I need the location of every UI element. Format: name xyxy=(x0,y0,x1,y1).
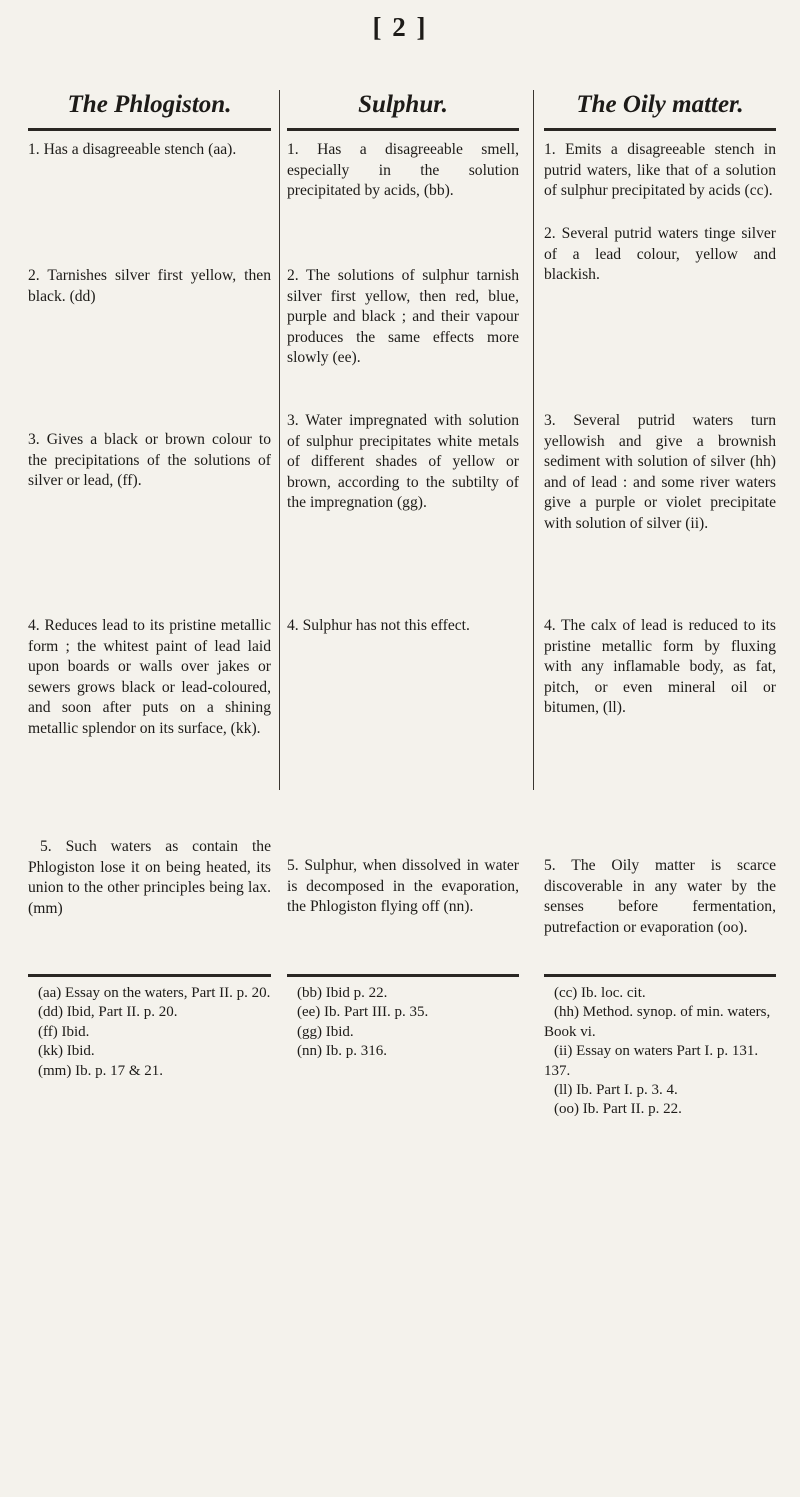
item-5: 5. The Oily matter is scarce discoverable in any water by the senses before fermentation, putrefaction or evaporation (oo). xyxy=(544,857,776,936)
footnote: (dd) Ibid, Part II. p. 20. xyxy=(38,1004,178,1021)
footnote: (ii) Essay on waters Part I. p. 131. 137. xyxy=(544,1043,759,1079)
footnote: (ee) Ib. Part III. p. 35. xyxy=(297,1004,429,1021)
footnote: (nn) Ib. p. 316. xyxy=(297,1043,387,1060)
footnote: (ff) Ibid. xyxy=(38,1023,90,1040)
item-4: 4. The calx of lead is reduced to its pristine metallic form by fluxing with any inflamable body, as fat, pitch, or even mineral oil or bitumen, (ll). xyxy=(544,617,776,717)
footnote-rule xyxy=(28,974,271,977)
column-heading: Sulphur. xyxy=(358,91,448,118)
column-divider xyxy=(533,90,534,790)
footnote: (bb) Ibid p. 22. xyxy=(297,985,388,1001)
footnote-rule xyxy=(544,974,776,977)
item-4: 4. Reduces lead to its pristine metallic form ; the whitest paint of lead laid upon boards or walls over jakes or sewers grows black or lead-coloured, and soon after puts on a shining metallic splendor on its surface, (kk). xyxy=(28,617,271,737)
heading-rule xyxy=(287,128,519,131)
column-heading: The Oily matter. xyxy=(576,91,744,118)
page-number: [ 2 ] xyxy=(372,12,428,42)
item-3: 3. Gives a black or brown colour to the precipitations of the solutions of silver or lead, (ff). xyxy=(28,431,271,490)
column-heading: The Phlogiston. xyxy=(67,91,232,118)
footnote: (kk) Ibid. xyxy=(38,1043,95,1060)
footnote: (oo) Ib. Part II. p. 22. xyxy=(554,1101,682,1118)
footnote: (mm) Ib. p. 17 & 21. xyxy=(38,1062,163,1079)
item-3: 3. Water impregnated with solution of sulphur precipitates white metals of different shades of yellow or brown, according to the subtilty of the impregnation (gg). xyxy=(287,412,519,512)
footnote-rule xyxy=(287,974,519,977)
footnotes xyxy=(287,984,519,1062)
footnote: (gg) Ibid. xyxy=(297,1023,354,1040)
footnote: (cc) Ib. loc. cit. xyxy=(554,985,646,1001)
item-3: 3. Several putrid waters turn yellowish and give a brownish sediment with solution of silver (hh) and of lead : and some river waters give a purple or violet precipitate with solution of silver (ii). xyxy=(544,412,776,532)
item-5: 5. Sulphur, when dissolved in water is decomposed in the evaporation, the Phlogiston flying off (nn). xyxy=(287,857,519,916)
footnote: (ll) Ib. Part I. p. 3. 4. xyxy=(554,1082,678,1099)
footnotes xyxy=(544,984,776,1120)
heading-rule xyxy=(28,128,271,131)
item-5: 5. Such waters as contain the Phlogiston lose it on being heated, its union to the other principles being lax. (mm) xyxy=(28,838,271,917)
heading-rule xyxy=(544,128,776,131)
item-2: 2. Tarnishes silver first yellow, then black. (dd) xyxy=(28,267,271,305)
item-1: 1. Has a disagreeable smell, especially in the solution precipitated by acids, (bb). xyxy=(287,141,519,200)
footnote: (aa) Essay on the waters, Part II. p. 20. xyxy=(38,985,271,1001)
item-2: 2. The solutions of sulphur tarnish silver first yellow, then red, blue, purple and black ; and their vapour produces the same effects more slowly (ee). xyxy=(287,267,519,367)
footnotes xyxy=(28,984,271,1081)
column-divider xyxy=(279,90,280,790)
item-1: 1. Emits a disagreeable stench in putrid waters, like that of a solution of sulphur precipitated by acids (cc). xyxy=(544,141,776,200)
item-2: 2. Several putrid waters tinge silver of a lead colour, yellow and blackish. xyxy=(544,225,776,284)
footnote: (hh) Method. synop. of min. waters, Book vi. xyxy=(544,1004,771,1040)
item-4: 4. Sulphur has not this effect. xyxy=(287,617,470,634)
item-1: 1. Has a disagreeable stench (aa). xyxy=(28,141,237,158)
